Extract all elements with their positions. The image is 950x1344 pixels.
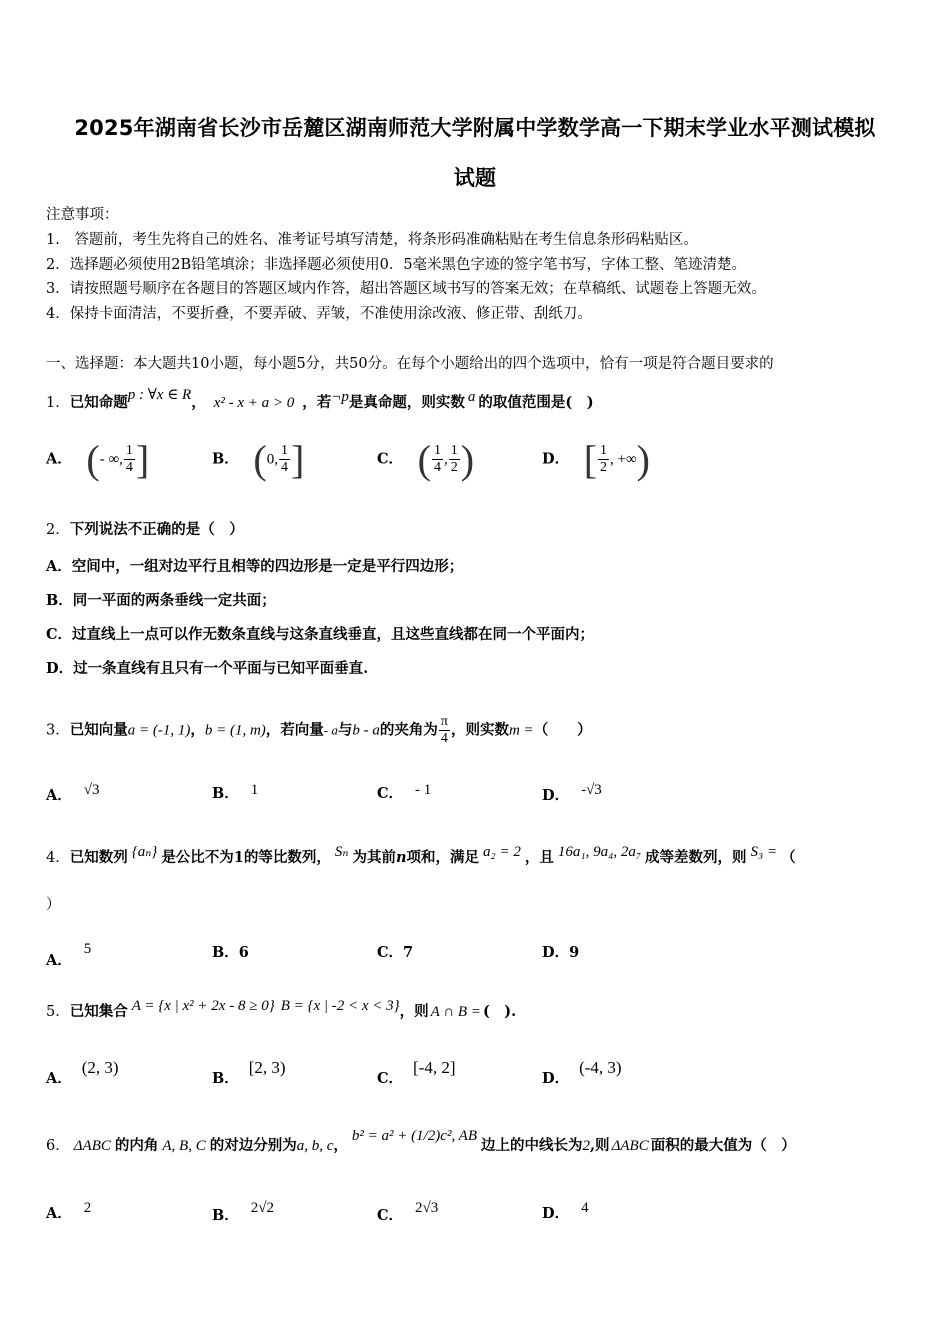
option-label: C． bbox=[377, 450, 404, 468]
option-math: [-4, 2] bbox=[413, 1058, 456, 1077]
math-expr: A, B, C bbox=[162, 1138, 206, 1154]
math-expr: ¬p bbox=[331, 389, 349, 405]
math-expr: a = (-1, 1) bbox=[127, 722, 191, 739]
section-heading: 一、选择题：本大题共10小题，每小题5分，共50分。在每个小题给出的四个选项中，恰有一项是符合题目要求的 bbox=[46, 356, 774, 372]
q6-option-c[interactable] bbox=[377, 1200, 438, 1225]
option-label: D． bbox=[46, 660, 74, 677]
option-label: A． bbox=[46, 952, 72, 969]
text: 下列说法不正确的是（ ） bbox=[69, 521, 244, 538]
text: ,则 bbox=[590, 1137, 610, 1154]
option-math: 2√3 bbox=[415, 1200, 439, 1216]
option-math: √3 bbox=[83, 782, 100, 798]
option-text: 5 bbox=[83, 941, 92, 957]
q1-option-a-math: (- ∞, $\frac{1}{4}$ ] bbox=[86, 437, 150, 482]
option-label: A． bbox=[46, 558, 72, 575]
text: 已知数列 bbox=[69, 849, 128, 866]
exam-title-line1: 2025年湖南省长沙市岳麓区湖南师范大学附属中学数学高一下期末学业水平测试模拟 bbox=[74, 116, 876, 140]
option-label: B． bbox=[212, 450, 239, 468]
text: 项和，满足 bbox=[406, 849, 480, 866]
math-expr: b - a bbox=[352, 722, 380, 739]
question-number: 1． bbox=[46, 395, 70, 411]
option-text: 过一条直线有且只有一个平面与已知平面垂直. bbox=[73, 660, 369, 677]
math-expr: ΔABC bbox=[611, 1138, 649, 1154]
math-expr: a₂ = 2 bbox=[483, 844, 521, 860]
text: ，则实数 bbox=[450, 721, 509, 739]
text: ，则 bbox=[399, 1003, 429, 1020]
text: （ ） bbox=[533, 721, 592, 739]
option-label: A． bbox=[46, 787, 72, 804]
q1-option-b[interactable] bbox=[212, 436, 304, 483]
option-label: D． bbox=[542, 787, 570, 804]
option-label: C． bbox=[377, 944, 404, 961]
option-math: 2√2 bbox=[250, 1200, 274, 1216]
q4-option-d[interactable] bbox=[542, 941, 579, 962]
question-5-stem bbox=[46, 998, 516, 1021]
q4-option-c[interactable] bbox=[377, 941, 413, 962]
math-expr: m = bbox=[508, 722, 534, 739]
note-item-3: 3．请按照题号顺序在各题目的答题区域内作答，超出答题区域书写的答案无效；在草稿纸、试题卷上答题无效。 bbox=[46, 281, 766, 297]
q2-option-a[interactable] bbox=[46, 555, 463, 576]
text: 已知集合 bbox=[69, 1003, 128, 1020]
math-expr: A ∩ B = bbox=[430, 1004, 481, 1020]
q1-option-a[interactable] bbox=[46, 436, 149, 483]
math-expr: 2 bbox=[582, 1138, 590, 1154]
option-label: D． bbox=[542, 944, 570, 961]
math-expr: - a bbox=[323, 722, 338, 738]
q1-option-c[interactable] bbox=[377, 436, 474, 483]
question-number: 6． bbox=[46, 1138, 70, 1154]
text: 的对边分别为 bbox=[209, 1137, 297, 1154]
q5-option-b[interactable] bbox=[212, 1058, 286, 1088]
option-label: B． bbox=[212, 785, 239, 802]
question-4-stem bbox=[46, 842, 796, 867]
denominator: 4 bbox=[440, 731, 448, 746]
q6-option-b[interactable] bbox=[212, 1200, 274, 1225]
q3-option-d[interactable] bbox=[542, 782, 602, 805]
text: n bbox=[396, 849, 407, 866]
q2-option-d[interactable] bbox=[46, 657, 368, 678]
option-label: A． bbox=[46, 450, 72, 468]
option-label: A． bbox=[46, 1205, 72, 1222]
text: 的夹角为 bbox=[379, 721, 438, 739]
text: 的内角 bbox=[114, 1137, 159, 1154]
q2-option-b[interactable] bbox=[46, 589, 276, 610]
option-math: -√3 bbox=[581, 782, 602, 798]
option-math: 4 bbox=[581, 1200, 589, 1216]
text: 已知向量 bbox=[69, 721, 128, 739]
question-number: 5． bbox=[46, 1004, 70, 1020]
notes-heading: 注意事项： bbox=[46, 207, 119, 223]
math-expr: b = (1, m) bbox=[204, 722, 266, 739]
math-expr: b² = a² + (1/2)c², AB bbox=[351, 1128, 477, 1144]
angle-fraction bbox=[439, 714, 450, 747]
option-math: 2 bbox=[83, 1200, 92, 1216]
math-expr: S₃ = bbox=[750, 844, 778, 860]
text: ， bbox=[190, 721, 205, 739]
numerator: π bbox=[440, 714, 448, 729]
note-item-2: 2．选择题必须使用2B铅笔填涂；非选择题必须使用0．5毫米黑色字迹的签字笔书写，字体工整、笔迹清楚。 bbox=[46, 257, 747, 273]
option-label: C． bbox=[377, 785, 404, 802]
note-item-4: 4．保持卡面清洁，不要折叠，不要弄破、弄皱，不准使用涂改液、修正带、刮纸刀。 bbox=[46, 306, 592, 322]
q1-option-b-math: (0, $\frac{1}{4}$ ] bbox=[253, 437, 305, 482]
math-expr: x² - x + a > 0 bbox=[213, 395, 295, 411]
option-text: 过直线上一点可以作无数条直线与这条直线垂直，且这些直线都在同一个平面内； bbox=[72, 626, 595, 643]
math-expr: Sₙ bbox=[334, 844, 349, 860]
math-expr: B = {x | -2 < x < 3} bbox=[280, 998, 400, 1014]
math-expr: p : ∀x ∈ R bbox=[127, 387, 192, 403]
exam-title-line2: 试题 bbox=[453, 166, 497, 190]
text: 与 bbox=[337, 721, 353, 739]
question-number: 3． bbox=[46, 722, 70, 739]
option-label: C． bbox=[377, 1207, 404, 1224]
option-label: C． bbox=[377, 1070, 404, 1087]
text: ，且 bbox=[524, 849, 554, 866]
q3-option-a[interactable] bbox=[46, 782, 100, 805]
math-expr: a bbox=[467, 389, 476, 405]
text: （ bbox=[781, 849, 796, 866]
option-text: 同一平面的两条垂线一定共面； bbox=[72, 592, 276, 609]
math-expr: {aₙ} bbox=[131, 844, 158, 860]
option-label: B． bbox=[212, 1070, 239, 1087]
q5-option-c[interactable] bbox=[377, 1058, 456, 1088]
q6-option-d[interactable] bbox=[542, 1200, 589, 1223]
option-math: - 1 bbox=[415, 782, 432, 798]
note-item-1: 1. 答题前，考生先将自己的姓名、准考证号填写清楚，将条形码准确粘贴在考生信息条形码粘贴区。 bbox=[46, 232, 698, 248]
option-label: D． bbox=[542, 450, 570, 468]
q2-option-c[interactable] bbox=[46, 623, 594, 644]
q6-option-a[interactable] bbox=[46, 1200, 91, 1223]
math-expr: A = {x | x² + 2x - 8 ≥ 0} bbox=[131, 998, 275, 1014]
q1-option-c-math: ( $\frac{1}{4}$ , $\frac{1}{2}$ ) bbox=[417, 437, 475, 482]
text: ， bbox=[333, 1137, 348, 1154]
option-text: 9 bbox=[569, 944, 580, 961]
option-label: B． bbox=[212, 1207, 239, 1224]
option-label: B． bbox=[46, 592, 73, 609]
q5-option-a[interactable] bbox=[46, 1058, 119, 1088]
option-text: 6 bbox=[238, 944, 249, 961]
question-number: 2． bbox=[46, 522, 70, 538]
q3-option-c[interactable] bbox=[377, 782, 431, 803]
option-label: D． bbox=[542, 1070, 570, 1087]
option-label: A． bbox=[46, 1070, 72, 1087]
question-6-stem bbox=[46, 1128, 796, 1155]
text: 已知命题 bbox=[69, 394, 128, 411]
text: 是真命题，则实数 bbox=[348, 394, 465, 411]
q5-option-d[interactable] bbox=[542, 1058, 622, 1088]
math-expr: a, b, c bbox=[296, 1138, 334, 1154]
option-math: [2, 3) bbox=[248, 1058, 286, 1077]
math-expr: ΔABC bbox=[73, 1138, 111, 1154]
question-3-stem bbox=[46, 714, 592, 747]
text: 边上的中线长为 bbox=[481, 1137, 583, 1154]
text: 是公比不为1的等比数列， bbox=[161, 849, 331, 866]
text: 成等差数列，则 bbox=[645, 849, 747, 866]
option-text: 空间中，一组对边平行且相等的四边形是一定是平行四边形； bbox=[71, 558, 464, 575]
q4-option-a[interactable] bbox=[46, 941, 91, 970]
option-label: D． bbox=[542, 1205, 570, 1222]
question-4-stem-cont: ） bbox=[46, 897, 61, 913]
q1-option-d-math: [ $\frac{1}{2}$ , +∞) bbox=[583, 437, 650, 482]
math-expr: 16a₁, 9a₄, 2a₇ bbox=[557, 844, 642, 860]
option-text: 7 bbox=[403, 944, 414, 961]
option-math: (2, 3) bbox=[81, 1058, 119, 1077]
option-label: C． bbox=[46, 626, 73, 643]
text: 的取值范围是( ) bbox=[478, 394, 594, 411]
question-1-stem bbox=[46, 385, 594, 412]
option-label: B． bbox=[212, 944, 239, 961]
text: ，若向量 bbox=[265, 721, 324, 739]
text: ( ). bbox=[482, 1003, 517, 1020]
q4-option-b[interactable] bbox=[212, 941, 249, 962]
text: 面积的最大值为（ ） bbox=[650, 1137, 796, 1154]
q1-option-d[interactable] bbox=[542, 436, 650, 483]
text: ，若 bbox=[302, 394, 332, 411]
option-math: 1 bbox=[250, 782, 259, 798]
question-2-stem bbox=[46, 518, 244, 539]
text: 为其前 bbox=[352, 849, 396, 866]
question-number: 4． bbox=[46, 850, 70, 866]
q3-option-b[interactable] bbox=[212, 782, 258, 803]
option-math: (-4, 3) bbox=[579, 1058, 622, 1077]
text: ， bbox=[191, 394, 206, 411]
